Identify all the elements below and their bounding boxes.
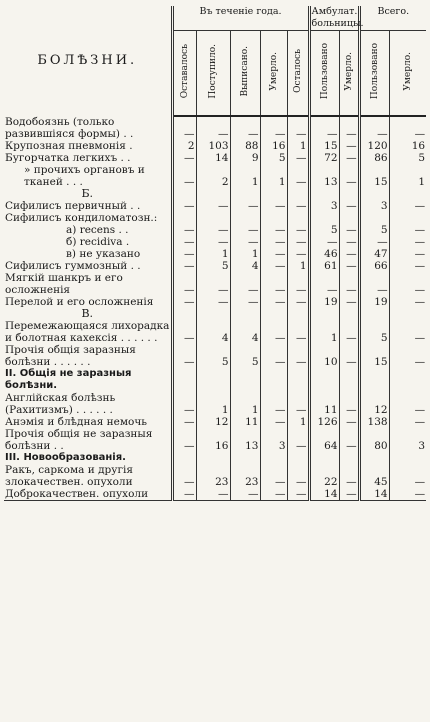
table-row bbox=[4, 140, 426, 152]
cell-value: 10 bbox=[309, 344, 339, 368]
cell-value: 23 bbox=[230, 464, 260, 488]
cell-value: 23 bbox=[196, 464, 230, 488]
empty-cell bbox=[230, 188, 260, 200]
cell-value: — bbox=[172, 392, 196, 416]
cell-value: — bbox=[230, 200, 260, 212]
table-row bbox=[4, 344, 426, 368]
empty-cell bbox=[287, 188, 309, 200]
cell-value: — bbox=[260, 260, 287, 272]
table-row bbox=[4, 464, 426, 488]
cell-value: — bbox=[260, 464, 287, 488]
disease-name: Англійская болѣзнь (Рахитизмъ) . . . . . . bbox=[5, 392, 116, 416]
cell-value: — bbox=[339, 344, 359, 368]
table-header bbox=[4, 6, 426, 116]
cell-value: 103 bbox=[196, 140, 230, 152]
cell-value: — bbox=[196, 200, 230, 212]
cell-value: 16 bbox=[196, 428, 230, 452]
cell-value: — bbox=[389, 416, 426, 428]
cell-value: — bbox=[172, 464, 196, 488]
cell-value: — bbox=[359, 116, 389, 140]
empty-cell bbox=[359, 308, 389, 320]
cell-value: — bbox=[287, 464, 309, 488]
cell-value: 16 bbox=[260, 140, 287, 152]
cell-value: 80 bbox=[359, 428, 389, 452]
cell-value: 14 bbox=[196, 152, 230, 164]
cell-value: — bbox=[339, 464, 359, 488]
cell-value: 2 bbox=[196, 164, 230, 188]
empty-cell bbox=[389, 188, 426, 200]
cell-value: — bbox=[287, 236, 309, 248]
cell-value: — bbox=[389, 224, 426, 236]
column-header-label: Пользовано bbox=[369, 42, 380, 100]
cell-value: 11 bbox=[309, 392, 339, 416]
table-row bbox=[4, 212, 426, 224]
empty-cell bbox=[230, 452, 260, 464]
empty-cell bbox=[287, 368, 309, 392]
table-body bbox=[4, 116, 426, 501]
empty-cell bbox=[309, 188, 339, 200]
cell-value: 5 bbox=[359, 320, 389, 344]
diseases-column-title: БОЛѢЗНИ. bbox=[37, 53, 138, 68]
cell-value: — bbox=[287, 164, 309, 188]
empty-cell bbox=[260, 188, 287, 200]
column-header-7 bbox=[339, 31, 359, 117]
cell-value: 12 bbox=[359, 392, 389, 416]
column-header-1 bbox=[172, 31, 196, 117]
disease-name: Прочія общія заразныя болѣзни . . . . . . bbox=[5, 344, 136, 368]
cell-value: 126 bbox=[309, 416, 339, 428]
table-row bbox=[4, 416, 426, 428]
empty-cell bbox=[172, 308, 196, 320]
cell-value: — bbox=[359, 272, 389, 296]
disease-name: Сифилисъ первичный . . bbox=[5, 200, 141, 212]
cell-value: — bbox=[309, 272, 339, 296]
column-header-6 bbox=[309, 31, 339, 117]
cell-value: — bbox=[230, 224, 260, 236]
cell-value: — bbox=[287, 200, 309, 212]
empty-cell bbox=[230, 368, 260, 392]
table-row bbox=[4, 248, 426, 260]
disease-name: Прочія общія не заразныя болѣзни . . bbox=[5, 428, 153, 452]
cell-value: 12 bbox=[196, 416, 230, 428]
cell-value: — bbox=[287, 428, 309, 452]
cell-value: — bbox=[260, 116, 287, 140]
cell-value: — bbox=[287, 344, 309, 368]
cell-value: — bbox=[172, 272, 196, 296]
column-header-label: Выписано. bbox=[240, 45, 250, 97]
table-row bbox=[4, 236, 426, 248]
cell-value: — bbox=[389, 488, 426, 501]
column-header-label: Умерло. bbox=[268, 51, 279, 91]
empty-cell bbox=[260, 368, 287, 392]
cell-value: 1 bbox=[287, 416, 309, 428]
cell-value: — bbox=[260, 200, 287, 212]
cell-value: 45 bbox=[359, 464, 389, 488]
group-during-year: Въ теченіе года. bbox=[172, 6, 309, 31]
column-header-5 bbox=[287, 31, 309, 117]
cell-value: — bbox=[339, 392, 359, 416]
cell-value: — bbox=[260, 344, 287, 368]
cell-value bbox=[287, 212, 309, 224]
cell-value: — bbox=[230, 296, 260, 308]
cell-value: 15 bbox=[309, 140, 339, 152]
cell-value bbox=[196, 212, 230, 224]
cell-value: — bbox=[389, 116, 426, 140]
cell-value: 1 bbox=[260, 164, 287, 188]
cell-value: 46 bbox=[309, 248, 339, 260]
cell-value: — bbox=[172, 152, 196, 164]
table-row bbox=[4, 164, 426, 188]
table-row bbox=[4, 272, 426, 296]
cell-value: 15 bbox=[359, 164, 389, 188]
cell-value: 3 bbox=[389, 428, 426, 452]
cell-value bbox=[309, 212, 339, 224]
cell-value: 1 bbox=[389, 164, 426, 188]
table-row bbox=[4, 320, 426, 344]
cell-value: — bbox=[339, 164, 359, 188]
column-header-2 bbox=[196, 31, 230, 117]
cell-value: 13 bbox=[309, 164, 339, 188]
disease-statistics-table bbox=[4, 6, 426, 501]
cell-value: 138 bbox=[359, 416, 389, 428]
cell-value: 19 bbox=[359, 296, 389, 308]
cell-value: — bbox=[196, 296, 230, 308]
cell-value: — bbox=[260, 272, 287, 296]
empty-cell bbox=[359, 452, 389, 464]
column-header-9 bbox=[389, 31, 426, 117]
empty-cell bbox=[339, 368, 359, 392]
cell-value: — bbox=[172, 344, 196, 368]
table-row bbox=[4, 152, 426, 164]
cell-value: 5 bbox=[389, 152, 426, 164]
cell-value: — bbox=[339, 296, 359, 308]
cell-value: 4 bbox=[196, 320, 230, 344]
cell-value: 88 bbox=[230, 140, 260, 152]
disease-name: Перемежающаяся лихорадка и болотная кахексія . . . . . . bbox=[5, 320, 170, 344]
cell-value: — bbox=[389, 236, 426, 248]
group-total: Всего. bbox=[359, 6, 426, 31]
cell-value: — bbox=[230, 488, 260, 501]
cell-value: — bbox=[339, 140, 359, 152]
empty-cell bbox=[359, 368, 389, 392]
disease-name: б) recidiva . bbox=[66, 236, 130, 248]
empty-cell bbox=[230, 308, 260, 320]
cell-value: — bbox=[196, 236, 230, 248]
cell-value: — bbox=[260, 320, 287, 344]
cell-value: 1 bbox=[287, 140, 309, 152]
cell-value: — bbox=[287, 248, 309, 260]
cell-value: — bbox=[389, 392, 426, 416]
table-row bbox=[4, 116, 426, 140]
cell-value: — bbox=[230, 236, 260, 248]
section-heading: Б. bbox=[81, 187, 94, 200]
cell-value: — bbox=[172, 224, 196, 236]
cell-value: — bbox=[172, 296, 196, 308]
cell-value: — bbox=[172, 320, 196, 344]
empty-cell bbox=[389, 308, 426, 320]
empty-cell bbox=[287, 308, 309, 320]
cell-value: — bbox=[389, 260, 426, 272]
empty-cell bbox=[339, 452, 359, 464]
cell-value: — bbox=[339, 248, 359, 260]
cell-value: 11 bbox=[230, 416, 260, 428]
cell-value: — bbox=[196, 272, 230, 296]
empty-cell bbox=[172, 452, 196, 464]
disease-name: Доброкачествен. опухоли bbox=[4, 488, 172, 501]
empty-cell bbox=[309, 308, 339, 320]
cell-value: 22 bbox=[309, 464, 339, 488]
cell-value bbox=[359, 212, 389, 224]
column-header-label: Умерло. bbox=[343, 51, 354, 91]
cell-value: 1 bbox=[230, 164, 260, 188]
cell-value: 13 bbox=[230, 428, 260, 452]
cell-value: — bbox=[339, 152, 359, 164]
cell-value: 66 bbox=[359, 260, 389, 272]
disease-name: в) не указано bbox=[66, 248, 141, 260]
group-ambulatory: Амбулат. больницы. bbox=[309, 6, 359, 31]
cell-value: 5 bbox=[309, 224, 339, 236]
cell-value: 120 bbox=[359, 140, 389, 152]
cell-value: 14 bbox=[359, 488, 389, 501]
cell-value bbox=[339, 212, 359, 224]
class-heading: II. Общія не заразныя болѣзни. bbox=[5, 368, 132, 391]
cell-value: — bbox=[389, 464, 426, 488]
section-heading: В. bbox=[81, 307, 94, 320]
class-heading-row bbox=[4, 368, 426, 392]
empty-cell bbox=[196, 308, 230, 320]
cell-value: — bbox=[172, 164, 196, 188]
cell-value: — bbox=[339, 236, 359, 248]
column-header-8 bbox=[359, 31, 389, 117]
cell-value: 3 bbox=[309, 200, 339, 212]
cell-value: 1 bbox=[196, 248, 230, 260]
cell-value: 1 bbox=[309, 320, 339, 344]
cell-value: — bbox=[389, 248, 426, 260]
cell-value: 4 bbox=[230, 320, 260, 344]
cell-value: — bbox=[287, 116, 309, 140]
table-row bbox=[4, 200, 426, 212]
cell-value: 3 bbox=[260, 428, 287, 452]
disease-name: Ракъ, саркома и другія злокачествен. опухоли bbox=[5, 464, 133, 488]
cell-value: — bbox=[339, 428, 359, 452]
disease-name: Сифилисъ гуммозный . . bbox=[5, 260, 141, 272]
cell-value: — bbox=[339, 488, 359, 501]
cell-value: 47 bbox=[359, 248, 389, 260]
cell-value: — bbox=[172, 488, 196, 501]
cell-value: — bbox=[339, 416, 359, 428]
disease-name: Перелой и его осложненія bbox=[5, 296, 154, 308]
disease-name: Водобоязнь (только развившіяся формы) . . bbox=[5, 116, 134, 140]
cell-value: 86 bbox=[359, 152, 389, 164]
empty-cell bbox=[389, 368, 426, 392]
column-header-label: Оставалось bbox=[179, 43, 190, 99]
empty-cell bbox=[260, 308, 287, 320]
empty-cell bbox=[260, 452, 287, 464]
cell-value: — bbox=[230, 272, 260, 296]
cell-value: 5 bbox=[260, 152, 287, 164]
cell-value: — bbox=[339, 116, 359, 140]
disease-name: Анэмія и блѣдная немочь bbox=[5, 416, 148, 428]
cell-value bbox=[260, 212, 287, 224]
empty-cell bbox=[309, 452, 339, 464]
empty-cell bbox=[172, 368, 196, 392]
cell-value: — bbox=[172, 416, 196, 428]
cell-value bbox=[172, 212, 196, 224]
cell-value: — bbox=[287, 320, 309, 344]
cell-value: — bbox=[172, 200, 196, 212]
cell-value: — bbox=[287, 296, 309, 308]
cell-value: 15 bbox=[359, 344, 389, 368]
cell-value: — bbox=[339, 272, 359, 296]
cell-value: — bbox=[260, 488, 287, 501]
cell-value: — bbox=[260, 248, 287, 260]
cell-value: — bbox=[287, 224, 309, 236]
cell-value: — bbox=[339, 200, 359, 212]
cell-value: 3 bbox=[359, 200, 389, 212]
cell-value: 1 bbox=[230, 392, 260, 416]
cell-value: 14 bbox=[309, 488, 339, 501]
cell-value: 1 bbox=[196, 392, 230, 416]
table-row bbox=[4, 224, 426, 236]
empty-cell bbox=[196, 368, 230, 392]
empty-cell bbox=[287, 452, 309, 464]
cell-value: 61 bbox=[309, 260, 339, 272]
column-header-4 bbox=[260, 31, 287, 117]
disease-name: » прочихъ органовъ и тканей . . . bbox=[24, 164, 145, 188]
cell-value: — bbox=[172, 260, 196, 272]
cell-value: — bbox=[196, 488, 230, 501]
empty-cell bbox=[309, 368, 339, 392]
cell-value: — bbox=[389, 344, 426, 368]
cell-value: 1 bbox=[230, 248, 260, 260]
table-row bbox=[4, 260, 426, 272]
disease-name: а) recens . . bbox=[66, 224, 129, 236]
cell-value: 16 bbox=[389, 140, 426, 152]
empty-cell bbox=[359, 188, 389, 200]
column-header-label: Осталось bbox=[292, 49, 303, 93]
cell-value: — bbox=[287, 392, 309, 416]
disease-name: Бугорчатка легкихъ . . bbox=[5, 152, 131, 164]
table-row bbox=[4, 392, 426, 416]
cell-value: — bbox=[287, 272, 309, 296]
cell-value: 4 bbox=[230, 260, 260, 272]
cell-value: 72 bbox=[309, 152, 339, 164]
cell-value: 64 bbox=[309, 428, 339, 452]
cell-value: — bbox=[260, 416, 287, 428]
cell-value: — bbox=[172, 428, 196, 452]
section-heading-row bbox=[4, 188, 426, 200]
cell-value: — bbox=[287, 152, 309, 164]
disease-name: Крупозная пневмонія . bbox=[5, 140, 133, 152]
empty-cell bbox=[339, 308, 359, 320]
cell-value: — bbox=[339, 320, 359, 344]
cell-value: — bbox=[230, 116, 260, 140]
table-row bbox=[4, 428, 426, 452]
disease-name: Мягкій шанкръ и его осложненія bbox=[5, 272, 123, 296]
cell-value: — bbox=[359, 236, 389, 248]
cell-value: — bbox=[196, 224, 230, 236]
cell-value: — bbox=[309, 116, 339, 140]
cell-value: — bbox=[260, 236, 287, 248]
cell-value: 5 bbox=[230, 344, 260, 368]
cell-value: — bbox=[389, 320, 426, 344]
cell-value bbox=[230, 212, 260, 224]
cell-value: — bbox=[172, 236, 196, 248]
disease-name: Сифилисъ кондиломатозн.: bbox=[5, 212, 158, 224]
cell-value bbox=[389, 212, 426, 224]
cell-value: 5 bbox=[196, 344, 230, 368]
cell-value: — bbox=[339, 224, 359, 236]
cell-value: — bbox=[389, 200, 426, 212]
table-row bbox=[4, 488, 426, 501]
cell-value: 2 bbox=[172, 140, 196, 152]
column-header-3 bbox=[230, 31, 260, 117]
empty-cell bbox=[172, 188, 196, 200]
cell-value: 5 bbox=[359, 224, 389, 236]
cell-value: 5 bbox=[196, 260, 230, 272]
cell-value: — bbox=[260, 296, 287, 308]
section-heading-row bbox=[4, 308, 426, 320]
cell-value: 19 bbox=[309, 296, 339, 308]
cell-value: — bbox=[309, 236, 339, 248]
column-header-label: Умерло. bbox=[402, 51, 413, 91]
table-row bbox=[4, 296, 426, 308]
cell-value: — bbox=[196, 116, 230, 140]
cell-value: — bbox=[389, 272, 426, 296]
empty-cell bbox=[196, 188, 230, 200]
cell-value: — bbox=[172, 248, 196, 260]
cell-value: — bbox=[260, 392, 287, 416]
cell-value: 1 bbox=[287, 260, 309, 272]
empty-cell bbox=[389, 452, 426, 464]
empty-cell bbox=[339, 188, 359, 200]
cell-value: — bbox=[260, 224, 287, 236]
cell-value: — bbox=[339, 260, 359, 272]
cell-value: — bbox=[389, 296, 426, 308]
class-heading: III. Новообразованія. bbox=[5, 452, 126, 463]
class-heading-row bbox=[4, 452, 426, 464]
cell-value: — bbox=[172, 116, 196, 140]
column-header-label: Пользовано bbox=[319, 42, 330, 100]
empty-cell bbox=[196, 452, 230, 464]
cell-value: 9 bbox=[230, 152, 260, 164]
column-header-label: Поступило. bbox=[208, 43, 218, 99]
cell-value: — bbox=[287, 488, 309, 501]
